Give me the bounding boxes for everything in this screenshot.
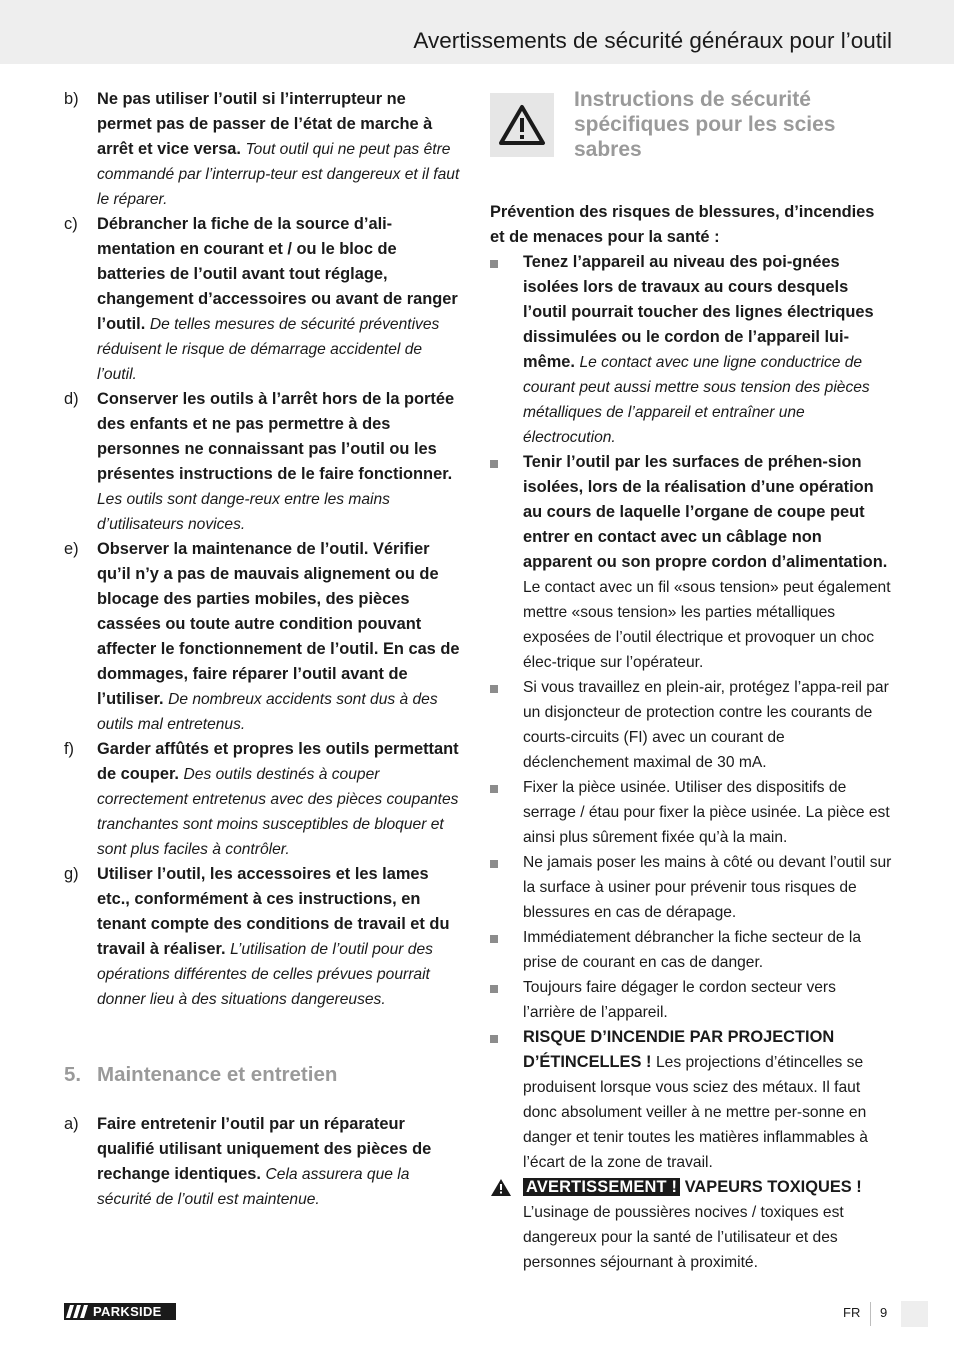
warning-small-icon (490, 1178, 512, 1197)
item-bold-text: Ne pas utiliser l’outil si l’interrupteur ne permet pas de passer de l’état de marche à arrêt et vice versa. (97, 90, 433, 158)
list-item (64, 87, 464, 212)
bullet-square-icon (490, 260, 498, 268)
bullet-square-icon (490, 460, 498, 468)
bullet-bold-text: Tenir l’outil par les surfaces de préhen-sion isolées, lors de la réalisation d’une opération au cours de laquelle l’organe de coupe peut entrer en contact avec un câblage non apparent ou son propre cordon d’alimentation. (523, 453, 888, 571)
warning-triangle-box (490, 93, 554, 157)
bullet-item (490, 1025, 892, 1175)
list-item (64, 387, 464, 537)
brand-logo (64, 1303, 176, 1320)
list-item (64, 212, 464, 387)
brand-name: PARKSIDE (93, 1304, 162, 1319)
item-label: c) (64, 215, 78, 233)
item-italic-text: De telles mesures de sécurité préventives réduisent le risque de démarrage accidentel de l’outil. (97, 316, 440, 383)
language-code: FR (843, 1305, 861, 1320)
right-column (490, 87, 892, 1275)
bullet-regular-text: Le contact avec un fil «sous tension» peut également mettre «sous tension» les parties métalliques exposées de l’outil électrique et provoquer un choc élec-trique sur l’opérateur. (523, 579, 891, 671)
item-label: g) (64, 865, 79, 883)
footer-divider (870, 1302, 871, 1326)
item-label: b) (64, 90, 79, 108)
item-bold-text: Faire entretenir l’outil par un réparateur qualifié utilisant uniquement des pièces de rechange identiques. (97, 1115, 432, 1183)
item-label: a) (64, 1115, 79, 1133)
instructions-title: Instructions de sécurité spécifiques pour les scies sabres (574, 88, 836, 161)
item-bold-text: Garder affûtés et propres les outils permettant de couper. (97, 740, 459, 783)
logo-stripes-icon (64, 1303, 92, 1320)
bullet-item (490, 975, 892, 1025)
bullet-square-icon (490, 1035, 498, 1043)
item-bold-text: Utiliser l’outil, les accessoires et les lames etc., conformément à ces instructions, en tenant compte des conditions de travail et du travail à réaliser. (97, 865, 450, 958)
footer-box (901, 1301, 928, 1327)
bullet-regular-text: Fixer la pièce usinée. Utiliser des dispositifs de serrage / étau pour fixer la pièce usinée. La pièce est ainsi plus sûrement fixée qu’à la main. (523, 779, 890, 846)
bullet-bold-text: Tenez l’appareil au niveau des poi-gnées isolées lors de travaux au cours desquels l’outil pourrait toucher des lignes électriques dissimulées ou le cordon de l’appareil lui-même. (523, 253, 874, 371)
page-title: Avertissements de sécurité généraux pour l’outil (413, 28, 892, 53)
section-number: 5. (64, 1063, 82, 1086)
bullet-regular-text: Si vous travaillez en plein-air, protégez l’appa-reil par un disjoncteur de protection contre les courants de courts-circuits (FI) avec un courant de déclenchement maximal de 30 mA. (523, 679, 889, 771)
instructions-header (490, 87, 892, 162)
list-item (64, 537, 464, 737)
subheading: Prévention des risques de blessures, d’incendies et de menaces pour la santé : (490, 203, 875, 246)
header-band (0, 0, 954, 64)
item-italic-text: L’utilisation de l’outil pour des opérations différentes de celles prévues pourrait donner lieu à des situations dangereuses. (97, 941, 433, 1008)
item-label: f) (64, 740, 75, 758)
section-title: Maintenance et entretien (97, 1063, 338, 1086)
warning-bold-text: VAPEURS TOXIQUES ! (684, 1178, 862, 1196)
bullet-item (490, 775, 892, 850)
bullet-regular-text: Toujours faire dégager le cordon secteur vers l’arrière de l’appareil. (523, 979, 836, 1021)
item-bold-text: Débrancher la fiche de la source d’ali-mentation en courant et / ou le bloc de batteries de l’outil avant tout réglage, changement d’accessoires ou avant de ranger l’outil. (97, 215, 458, 333)
item-italic-text: Cela assurera que la sécurité de l’outil est maintenue. (97, 1166, 410, 1208)
warning-triangle-icon (498, 104, 546, 146)
list-item (64, 862, 464, 1012)
bullet-item (490, 250, 892, 450)
bullet-square-icon (490, 785, 498, 793)
bullet-regular-text: Ne jamais poser les mains à côté ou devant l’outil sur la surface à usiner pour prévenir tous risques de blessures en cas de dérapage. (523, 854, 892, 921)
warning-text: L’usinage de poussières nocives / toxiques est dangereux pour la santé de l’utilisateur et des personnes séjournant à proximité. (523, 1204, 844, 1271)
bullet-square-icon (490, 685, 498, 693)
bullet-square-icon (490, 860, 498, 868)
bullet-item (490, 450, 892, 675)
bullet-item (490, 925, 892, 975)
item-bold-text: Observer la maintenance de l’outil. Vérifier qu’il n’y a pas de mauvais alignement ou de blocage des parties mobiles, des pièces cassées ou toute autre condition pouvant affecter le fonctionnement de l’outil. En cas de dommages, faire réparer l’outil avant de l’utiliser. (97, 540, 460, 708)
warning-badge: AVERTISSEMENT ! (523, 1178, 680, 1196)
bullet-square-icon (490, 985, 498, 993)
item-italic-text: Les outils sont dange-reux entre les mains d’utilisateurs novices. (97, 491, 390, 533)
warning-notice (490, 1175, 892, 1275)
bullet-regular-text: Les projections d’étincelles se produisent lorsque vous sciez des métaux. Il faut donc absolument veiller à ne mettre per-sonne en danger et tenir toutes les matières inflammables à l’écart de la zone de travail. (523, 1054, 868, 1171)
left-column (64, 87, 464, 1212)
item-italic-text: Des outils destinés à couper correctement entretenus avec des pièces coupantes tranchantes sont moins susceptibles de bloquer et sont plus faciles à contrôler. (97, 766, 459, 858)
page-number: 9 (880, 1305, 888, 1320)
bullet-item (490, 675, 892, 775)
list-item (64, 737, 464, 862)
section-heading (64, 1062, 464, 1087)
bullet-square-icon (490, 935, 498, 943)
item-label: d) (64, 390, 79, 408)
item-italic-text: De nombreux accidents sont dus à des outils mal entretenus. (97, 691, 438, 733)
list-item (64, 1112, 464, 1212)
bullet-bold-text: RISQUE D’INCENDIE PAR PROJECTION D’ÉTINCELLES ! (523, 1028, 835, 1071)
item-bold-text: Conserver les outils à l’arrêt hors de la portée des enfants et ne pas permettre à des personnes ne connaissant pas l’outil ou les présentes instructions de le faire fonctionner. (97, 390, 455, 483)
item-label: e) (64, 540, 79, 558)
bullet-item (490, 850, 892, 925)
bullet-regular-text: Immédiatement débrancher la fiche secteur de la prise de courant en cas de danger. (523, 929, 862, 971)
item-italic-text: Tout outil qui ne peut pas être commandé par l’interrup-teur est dangereux et il faut le réparer. (97, 141, 460, 208)
bullet-italic-text: Le contact avec une ligne conductrice de courant peut aussi mettre sous tension des pièces métalliques de l’appareil et entraîner une électrocution. (523, 354, 870, 446)
